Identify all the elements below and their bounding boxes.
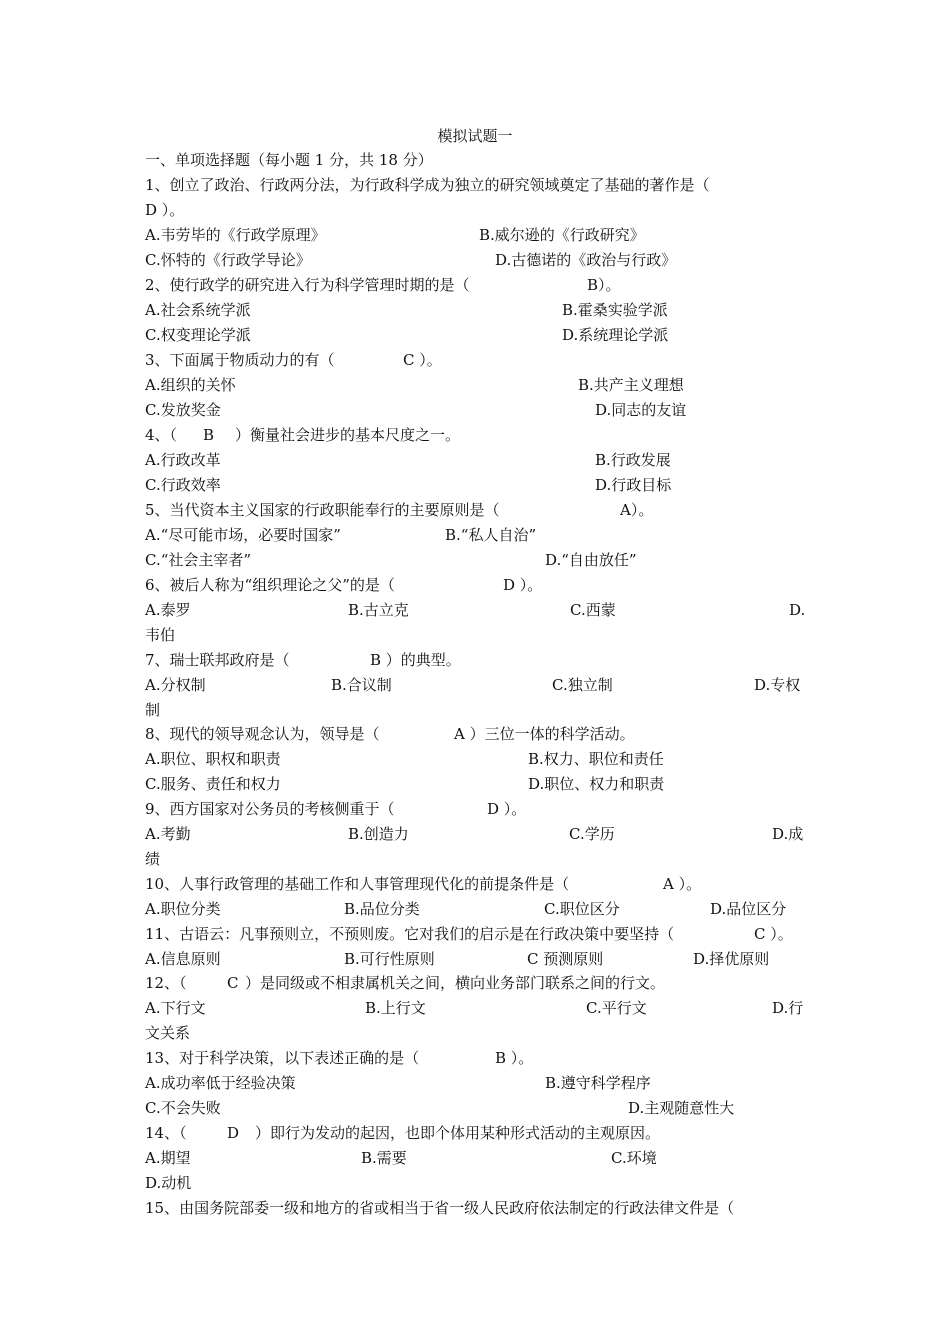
- question-9-answer: D ）。: [487, 800, 527, 818]
- q6-option-d-wrap: 韦伯: [145, 626, 176, 644]
- q5-option-c: C.“社会主宰者”: [145, 551, 252, 569]
- q6-option-a: A.泰罗: [145, 601, 191, 619]
- q9-option-d: D.成: [772, 825, 804, 843]
- question-1-stem: 1、创立了政治、行政两分法，为行政科学成为独立的研究领域奠定了基础的著作是（: [145, 176, 710, 194]
- question-4-prefix: 4、（: [145, 426, 178, 444]
- q9-option-a: A.考勤: [145, 825, 191, 843]
- question-5-answer: A）。: [620, 501, 654, 519]
- question-10-stem: 10、人事行政管理的基础工作和人事管理现代化的前提条件是（: [145, 875, 570, 893]
- q7-option-b: B.合议制: [331, 676, 392, 694]
- q2-option-a: A.社会系统学派: [145, 301, 251, 319]
- question-12-stem: ）是同级或不相隶属机关之间，横向业务部门联系之间的行文。: [245, 974, 666, 992]
- q9-option-d-wrap: 绩: [145, 850, 161, 868]
- question-6-stem: 6、被后人称为“组织理论之父”的是（: [145, 576, 395, 594]
- q4-option-c: C.行政效率: [145, 476, 221, 494]
- q7-option-c: C.独立制: [552, 676, 613, 694]
- q12-option-c: C.平行文: [586, 999, 647, 1017]
- q2-option-c: C.权变理论学派: [145, 326, 251, 344]
- q11-option-d: D.择优原则: [693, 950, 770, 968]
- q12-option-d: D.行: [772, 999, 804, 1017]
- q13-option-c: C.不会失败: [145, 1099, 221, 1117]
- q5-option-a: A.“尽可能市场，必要时国家”: [145, 526, 341, 544]
- q1-option-a: A.韦劳毕的《行政学原理》: [145, 226, 326, 244]
- section-heading: 一、单项选择题（每小题 1 分，共 18 分）: [145, 151, 433, 169]
- q14-option-d: D.动机: [145, 1174, 192, 1192]
- q10-option-d: D.品位区分: [710, 900, 787, 918]
- q7-option-a: A.分权制: [145, 676, 206, 694]
- q5-option-b: B.“私人自治”: [445, 526, 537, 544]
- question-4-answer: B: [203, 426, 215, 444]
- q4-option-a: A.行政改革: [145, 451, 221, 469]
- q1-option-d: D.古德诺的《政治与行政》: [495, 251, 677, 269]
- q10-option-b: B.品位分类: [344, 900, 420, 918]
- q9-option-c: C.学历: [569, 825, 615, 843]
- q10-option-a: A.职位分类: [145, 900, 221, 918]
- q8-option-b: B.权力、职位和责任: [528, 750, 664, 768]
- question-10-answer: A ）。: [663, 875, 702, 893]
- q3-option-a: A.组织的关怀: [145, 376, 236, 394]
- q14-option-b: B.需要: [361, 1149, 407, 1167]
- question-13-stem: 13、对于科学决策，以下表述正确的是（: [145, 1049, 420, 1067]
- q13-option-b: B.遵守科学程序: [545, 1074, 651, 1092]
- q3-option-d: D.同志的友谊: [595, 401, 687, 419]
- question-7-stem: 7、瑞士联邦政府是（: [145, 651, 290, 669]
- question-11-answer: C ）。: [754, 925, 793, 943]
- q2-option-b: B.霍桑实验学派: [562, 301, 668, 319]
- question-6-answer: D ）。: [503, 576, 543, 594]
- question-2-answer: B）。: [587, 276, 621, 294]
- q11-option-b: B.可行性原则: [344, 950, 435, 968]
- question-2-stem: 2、使行政学的研究进入行为科学管理时期的是（: [145, 276, 470, 294]
- q2-option-d: D.系统理论学派: [562, 326, 669, 344]
- page-title: 模拟试题一: [437, 127, 513, 145]
- question-3-stem: 3、下面属于物质动力的有（: [145, 351, 335, 369]
- q14-option-c: C.环境: [611, 1149, 657, 1167]
- question-11-stem: 11、古语云：凡事预则立，不预则废。它对我们的启示是在行政决策中要坚持（: [145, 925, 675, 943]
- question-3-answer: C ）。: [403, 351, 442, 369]
- question-8-stem: 8、现代的领导观念认为，领导是（: [145, 725, 380, 743]
- q12-option-a: A.下行文: [145, 999, 206, 1017]
- question-12-prefix: 12、（: [145, 974, 187, 992]
- q5-option-d: D.“自由放任”: [545, 551, 637, 569]
- q12-option-b: B.上行文: [365, 999, 426, 1017]
- q6-option-d: D.: [789, 601, 806, 619]
- q4-option-b: B.行政发展: [595, 451, 671, 469]
- q13-option-d: D.主观随意性大: [628, 1099, 735, 1117]
- question-14-stem: ）即行为发动的起因，也即个体用某种形式活动的主观原因。: [255, 1124, 661, 1142]
- question-7-answer: B ）的典型。: [370, 651, 461, 669]
- question-1-answer: D ）。: [145, 201, 185, 219]
- q6-option-b: B.古立克: [348, 601, 409, 619]
- q13-option-a: A.成功率低于经验决策: [145, 1074, 296, 1092]
- q11-option-a: A.信息原则: [145, 950, 221, 968]
- q11-option-c: C 预测原则: [527, 950, 604, 968]
- question-13-answer: B ）。: [495, 1049, 534, 1067]
- q8-option-d: D.职位、权力和职责: [528, 775, 665, 793]
- question-4-stem: ）衡量社会进步的基本尺度之一。: [235, 426, 461, 444]
- q6-option-c: C.西蒙: [570, 601, 616, 619]
- question-5-stem: 5、当代资本主义国家的行政职能奉行的主要原则是（: [145, 501, 500, 519]
- question-15-stem: 15、由国务院部委一级和地方的省或相当于省一级人民政府依法制定的行政法律文件是（: [145, 1199, 735, 1217]
- question-14-prefix: 14、（: [145, 1124, 187, 1142]
- q8-option-a: A.职位、职权和职责: [145, 750, 281, 768]
- q10-option-c: C.职位区分: [544, 900, 620, 918]
- q7-option-d: D.专权: [754, 676, 801, 694]
- q1-option-c: C.怀特的《行政学导论》: [145, 251, 311, 269]
- q1-option-b: B.威尔逊的《行政研究》: [479, 226, 645, 244]
- question-12-answer: C: [227, 974, 239, 992]
- question-14-answer: D: [227, 1124, 240, 1142]
- q3-option-b: B.共产主义理想: [578, 376, 684, 394]
- q7-option-d-wrap: 制: [145, 701, 161, 719]
- q14-option-a: A.期望: [145, 1149, 191, 1167]
- q12-option-d-wrap: 文关系: [145, 1024, 191, 1042]
- question-8-answer: A ）三位一体的科学活动。: [454, 725, 635, 743]
- q4-option-d: D.行政目标: [595, 476, 672, 494]
- q9-option-b: B.创造力: [348, 825, 409, 843]
- q3-option-c: C.发放奖金: [145, 401, 221, 419]
- q8-option-c: C.服务、责任和权力: [145, 775, 281, 793]
- question-9-stem: 9、西方国家对公务员的考核侧重于（: [145, 800, 395, 818]
